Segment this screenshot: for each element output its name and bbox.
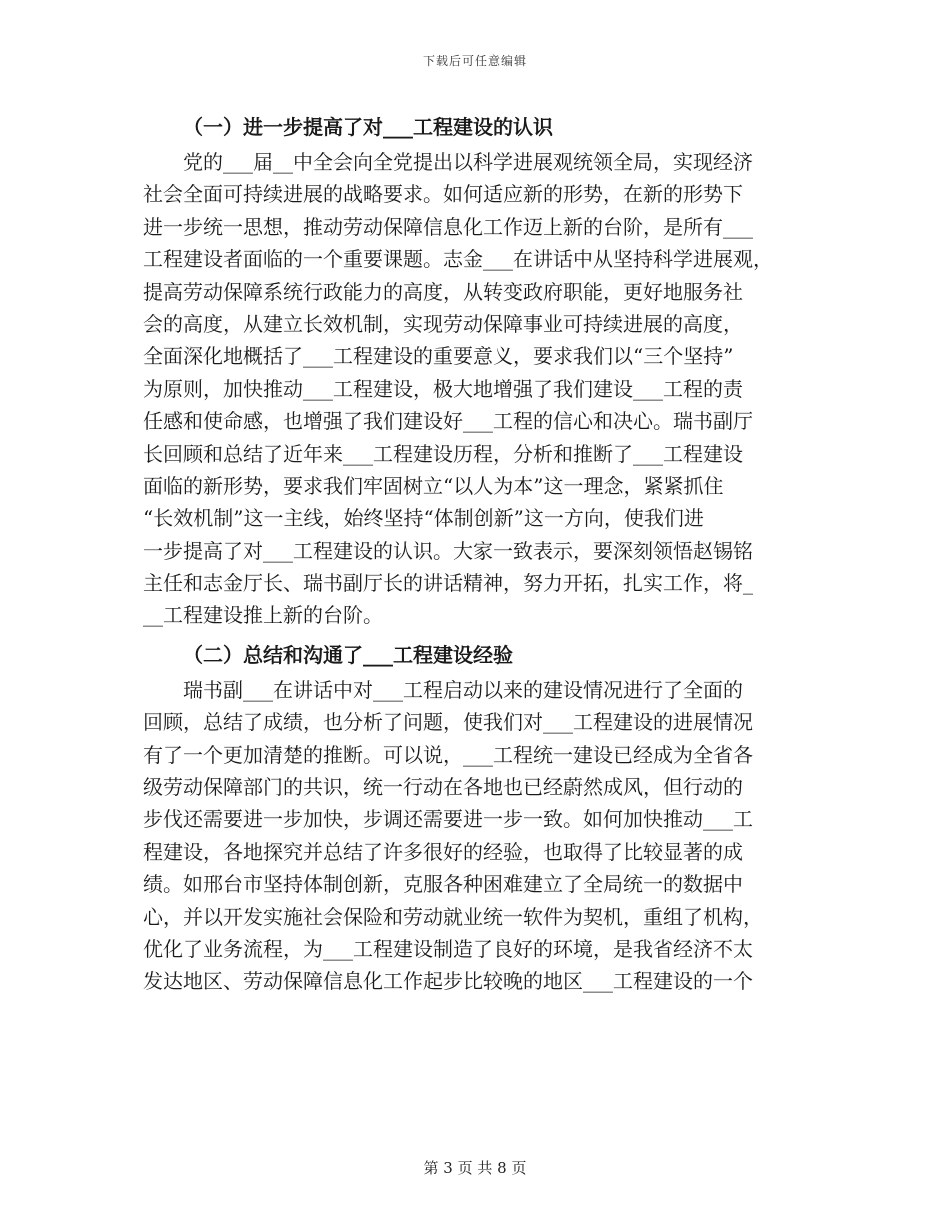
paragraph-line: 提高劳动保障系统行政能力的高度，从转变政府职能，更好地服务社: [143, 279, 743, 304]
paragraph-line: 步伐还需要进一步加快，步调还需要进一步一致。如何加快推动___工: [143, 807, 753, 832]
paragraph-line: 发达地区、劳动保障信息化工作起步比较晚的地区___工程建设的一个: [143, 969, 753, 994]
paragraph-line: 程建设，各地探究并总结了许多很好的经验，也取得了比较显著的成: [143, 839, 743, 864]
page-number: 第 3 页 共 8 页: [423, 1159, 527, 1177]
document-body: [143, 110, 808, 1004]
paragraph-line: 优化了业务流程，为___工程建设制造了良好的环境，是我省经济不太: [143, 936, 753, 961]
paragraph-line: 有了一个更加清楚的推断。可以说，___工程统一建设已经成为全省各: [143, 742, 753, 767]
section-1-paragraph: [143, 146, 808, 632]
paragraph-line: 为原则，加快推动___工程建设，极大地增强了我们建设___工程的责: [143, 376, 743, 401]
section-heading-2: （二）总结和沟通了___工程建设经验: [183, 642, 513, 667]
section-2-paragraph: [143, 674, 808, 998]
section-heading-1: （一）进一步提高了对___工程建设的认识: [183, 115, 553, 139]
paragraph-line: 一步提高了对___工程建设的认识。大家一致表示，要深刻领悟赵锡铭: [143, 538, 753, 563]
paragraph-line: 会的高度，从建立长效机制，实现劳动保障事业可持续进展的高度，: [143, 311, 743, 336]
paragraph-line: “长效机制”这一主线，始终坚持“体制创新”这一方向，使我们进: [143, 506, 704, 531]
paragraph-line: 级劳动保障部门的共识，统一行动在各地也已经蔚然成风，但行动的: [143, 775, 743, 800]
paragraph-line: 长回顾和总结了近年来___工程建设历程，分析和推断了___工程建设: [143, 441, 743, 466]
page-header-note: 下载后可任意编辑: [422, 54, 527, 68]
paragraph-line: 工程建设者面临的一个重要课题。志金___在讲话中从坚持科学进展观，: [143, 247, 773, 272]
paragraph-line: 回顾，总结了成绩，也分析了问题，使我们对___工程建设的进展情况: [143, 710, 753, 735]
paragraph-line: 心，并以开发实施社会保险和劳动就业统一软件为契机，重组了机构，: [143, 904, 763, 929]
paragraph-line: 主任和志金厅长、瑞书副厅长的讲话精神，努力开拓，扎实工作，将_: [143, 571, 753, 596]
paragraph-line: 全面深化地概括了___工程建设的重要意义，要求我们以“三个坚持”: [143, 344, 734, 369]
paragraph-line: 绩。如邢台市坚持体制创新，克服各种困难建立了全局统一的数据中: [143, 872, 743, 897]
paragraph-line: 进一步统一思想，推动劳动保障信息化工作迈上新的台阶，是所有___: [143, 214, 753, 239]
paragraph-line: 面临的新形势，要求我们牢固树立“以人为本”这一理念，紧紧抓住: [143, 473, 724, 498]
paragraph-line: __工程建设推上新的台阶。: [143, 603, 383, 628]
paragraph-line: 社会全面可持续进展的战略要求。如何适应新的形势，在新的形势下: [143, 182, 743, 207]
paragraph-line: 瑞书副___在讲话中对___工程启动以来的建设情况进行了全面的: [183, 677, 743, 702]
paragraph-line: 党的___届__中全会向全党提出以科学进展观统领全局，实现经济: [183, 150, 753, 174]
paragraph-line: 任感和使命感，也增强了我们建设好___工程的信心和决心。瑞书副厅: [143, 409, 753, 434]
